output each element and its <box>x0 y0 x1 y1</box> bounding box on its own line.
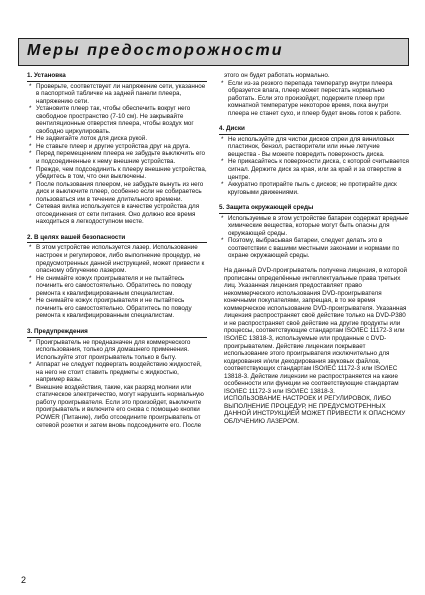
list-item: * Перед перемещением плеера не забудьте выключить его и подсоединенные к нему внешние устройства. <box>27 150 207 165</box>
section-title-warnings: 3. Предупреждения <box>27 328 207 338</box>
environment-list <box>219 215 409 260</box>
list-item: * Не задвигайте лоток для диска рукой. <box>27 135 207 143</box>
title-banner <box>18 38 409 66</box>
section-title-discs: 4. Диски <box>219 125 409 135</box>
right-column <box>219 72 409 426</box>
list-item: * После пользования плеером, не забудьте вынуть из него диск и выключите плеер, особенно если не собираетесь пользоваться им в течение длительного времени. <box>27 181 207 204</box>
section-title-installation: 1. Установка <box>27 72 207 82</box>
installation-note <box>27 203 207 226</box>
license-paragraph: На данный DVD-проигрыватель получена лицензия, в которой прописаны определённые интеллектуальные права третьих лиц. Указанная лицензия предоставляет право некоммерческого использования DVD-проигрывателя конечными покупателями, запрещая, в то же время коммерческое использование DVD-проигрывателя. Указанная лицензия распространяет своё действие только на DVD-P380 и не распространяет своё действие на другие продукты или процессы, соответствующие стандартам ISO/IEC 11172-3 или ISO/IEC 13818-3, используемые или проданные с DVD-проигрывателем. Действие лицензии покрывает использование этого проигрывателя исключительно для кодирования и/или декодирования звуковых файлов, соответствующих стандартам ISO/IEC 11172-3 или ISO/IEC 13818-3. Действие лицензии не распространяется на какие особенности или функции не соответствующие стандартам ISO/IEC 11172-3 или ISO/IEC 13818-3. <box>224 267 408 395</box>
list-item: * Не ставьте плеер и другие устройства друг на друга. <box>27 143 207 151</box>
list-item: * Внешние воздействия, такие, как разряд молнии или статическое электричество, могут нарушить нормальную работу проигрывателя. Если это произойдет, выключите проигрыватель и включите его снова с помощью кнопки POWER (Питание), либо отсоедините проигрыватель от сетевой розетки и затем вновь подсоедините его. После <box>27 384 207 429</box>
list-item: * Проигрыватель не предназначен для коммерческого использования, только для домашнего применения. Используйте этот проигрыватель только в быту. <box>27 339 207 362</box>
list-item: * В этом устройстве используется лазер. Использование настроек и регулировок, либо выполнение процедур, не предусмотренных данной инструкцией, может привести к опасному облучению лазером. <box>27 244 207 274</box>
list-item: * Не снимайте кожух проигрывателя и не пытайтесь починить его самостоятельно. Обратитесь по поводу ремонта к квалифицированным специалистам. <box>27 275 207 298</box>
page-title: Меры предосторожности <box>27 42 284 59</box>
list-item: * Аккуратно протирайте пыль с дисков; не протирайте диск круговыми движениями. <box>219 181 409 196</box>
note-text: * Сетевая вилка используется в качестве устройства для отсоединения от сети питания. Оно должно все время находиться в легкодоступном месте. <box>27 203 207 226</box>
section-title-safety: 2. В целях вашей безопасности <box>27 234 207 244</box>
list-item: * Не используйте для чистки дисков спреи для виниловых пластинок, бензол, растворители или иные летучие вещества - Вы можете повредить поверхность диска. <box>219 136 409 159</box>
installation-list <box>27 83 207 204</box>
continuation-text: этого он будет работать нормально. <box>224 72 330 79</box>
warnings-list <box>27 339 207 430</box>
safety-list <box>27 244 207 319</box>
list-item: * Поэтому, выбрасывая батареи, следует делать это в соответствии с вашими местными законами и нормами по охране окружающей среды. <box>219 237 409 260</box>
list-item: * Проверьте, соответствует ли напряжение сети, указанное в паспортной табличке на задней панели плеера, напряжению сети. <box>27 83 207 106</box>
list-item: * Используемые в этом устройстве батареи содержат вредные химические вещества, которые могут быть опасны для окружающей среды. <box>219 215 409 238</box>
list-item: * Если из-за резкого перепада температур внутри плеера образуется влага, плеер может перестать нормально работать. Если это произойдет, подержите плеер при комнатной температуре некоторое время, пока внутри плеера не станет сухо, и плеер будет вновь готов к работе. <box>219 80 409 118</box>
continuation-list <box>219 80 409 118</box>
discs-list <box>219 136 409 196</box>
section-title-environment: 5. Защита окружающей среды <box>219 204 409 214</box>
list-item: * Прежде, чем подсоединить к плееру внешние устройства, убедитесь в том, что они выключены. <box>27 166 207 181</box>
list-item: * Не прикасайтесь к поверхности диска, с которой считывается сигнал. Держите диск за края, или за край и за отверстие в центре. <box>219 158 409 181</box>
left-column <box>27 72 207 429</box>
list-item: * Аппарат не следует подвергать воздействию жидкостей, на него не стоит ставить предметы с жидкостью, например вазы. <box>27 361 207 384</box>
laser-warning-paragraph: ИСПОЛЬЗОВАНИЕ НАСТРОЕК И РЕГУЛИРОВОК, ЛИБО ВЫПОЛНЕНИЕ ПРОЦЕДУР, НЕ ПРЕДУСМОТРЕННЫХ ДАННОЙ ИНСТРУКЦИЕЙ МОЖЕТ ПРИВЕСТИ К ОПАСНОМУ ОБЛУЧЕНИЮ ЛАЗЕРОМ. <box>224 395 406 425</box>
page-number: 2 <box>21 575 27 585</box>
list-item: * Не снимайте кожух проигрывателя и не пытайтесь починить его самостоятельно. Обратитесь по поводу ремонта к квалифицированным специалистам. <box>27 297 207 320</box>
list-item: * Установите плеер так, чтобы обеспечить вокруг него свободное пространство (7-10 см). Не закрывайте вентиляционные отверстия плеера, чтобы воздух мог свободно циркулировать. <box>27 105 207 135</box>
